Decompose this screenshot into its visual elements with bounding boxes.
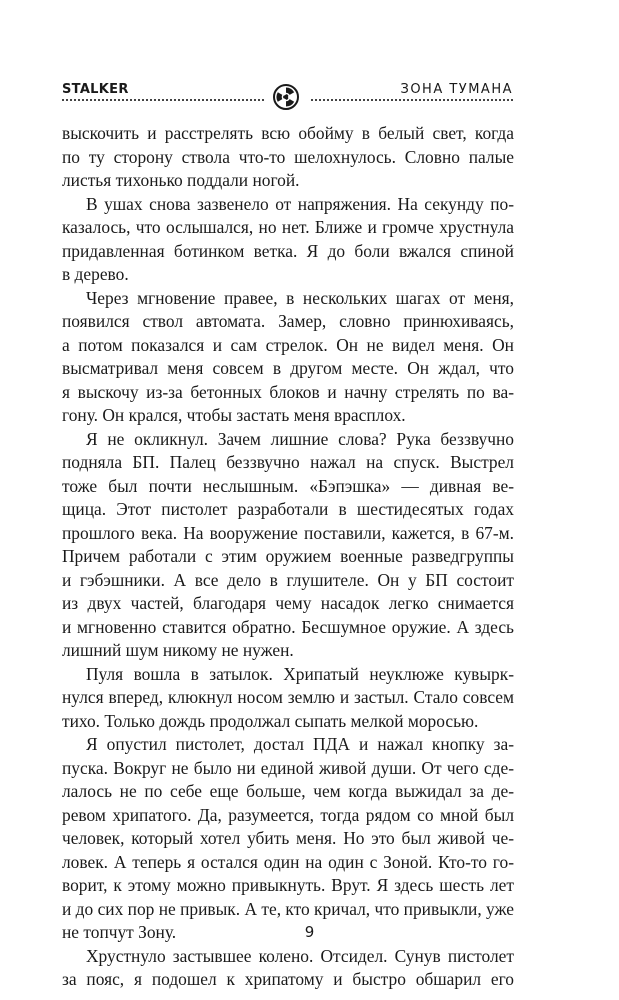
text-line: подняла БП. Палец беззвучно нажал на спуск. Выстрел (62, 452, 514, 472)
header-dotted-rule-right (311, 99, 513, 101)
text-line: из двух частей, благодаря чему насадок легко снимается (62, 593, 514, 613)
text-line: по ту сторону ствола что-то шелохнулось. Словно палые (62, 146, 514, 167)
text-line: тоже был почти неслышным. «Бэпэшка» — дивная ве- (62, 475, 514, 496)
text-line: Пуля вошла в затылок. Хрипатый неуклюже кувырк- (86, 663, 514, 684)
text-line: Я опустил пистолет, достал ПДА и нажал кнопку за- (86, 734, 514, 754)
text-line: лалось не по себе еще больше, чем когда выжидал за де- (62, 781, 514, 801)
page-number: 9 (304, 923, 315, 941)
text-line: гону. Он крался, чтобы застать меня врасплох. (62, 405, 406, 425)
text-line: лишний шум никому не нужен. (62, 640, 294, 660)
series-title: STALKER (62, 82, 129, 97)
text-line: тихо. Только дождь продолжал сыпать мелкой моросью. (62, 710, 479, 731)
text-line: щица. Этот пистолет разработали в шестидесятых годах (62, 499, 514, 519)
text-line: ворит, к этому можно привыкнуть. Врут. Я здесь шесть лет (62, 875, 514, 895)
header-dotted-rule-left (62, 99, 264, 101)
text-line: и до сих пор не привык. А те, кто кричал, что привыкли, уже (62, 898, 514, 919)
text-line: пуска. Вокруг не было ни единой живой души. От чего сде- (62, 757, 514, 778)
paragraph (62, 193, 514, 287)
text-line: придавленная ботинком ветка. Я до боли вжался спиной (62, 240, 514, 261)
running-header (62, 80, 513, 112)
text-line: в дерево. (62, 264, 129, 284)
text-line: Причем работали с этим оружием военные разведгруппы (62, 546, 514, 566)
paragraph (62, 287, 514, 428)
text-line: В ушах снова зазвенело от напряжения. На секунду по- (86, 193, 514, 214)
text-line: Хрустнуло застывшее колено. Отсидел. Сунув пистолет (86, 945, 514, 966)
paragraph (62, 733, 514, 945)
paragraph (62, 122, 514, 193)
text-line: нулся вперед, клюкнул носом землю и застыл. Стало совсем (62, 687, 514, 707)
text-line: прошлого века. На вооружение поставили, кажется, в 67-м. (62, 522, 514, 543)
text-line: ловек. А теперь я остался один на один с Зоной. Кто-то го- (62, 851, 514, 872)
text-line: ревом хрипатого. Да, разумеется, тогда рядом со мной был (62, 804, 514, 825)
text-line: а потом показался и сам стрелок. Он не видел меня. Он (62, 334, 514, 355)
paragraph (62, 428, 514, 663)
text-line: листья тихонько поддали ногой. (62, 170, 300, 190)
text-line: и мгновенно ставится обратно. Бесшумное оружие. А здесь (62, 616, 514, 637)
text-line: человек, который хотел убить меня. Но это был живой че- (62, 828, 514, 848)
book-title: ЗОНА ТУМАНА (400, 82, 513, 97)
radiation-hazard-icon (273, 84, 299, 110)
text-line: Я не окликнул. Зачем лишние слова? Рука беззвучно (86, 428, 514, 449)
text-line: казалось, что ослышался, но нет. Ближе и громче хрустнула (62, 217, 514, 237)
text-line: появился ствол автомата. Замер, словно принюхиваясь, (62, 311, 514, 331)
text-line: я выскочу из-за бетонных блоков и начну стрелять по ва- (62, 381, 514, 402)
text-line: и гэбэшники. А все дело в глушителе. Он у БП состоит (62, 569, 514, 590)
text-line: Через мгновение правее, в нескольких шагах от меня, (86, 287, 514, 308)
paragraph (62, 945, 514, 992)
text-line: за пояс, я подошел к хрипатому и быстро обшарил его (62, 969, 514, 989)
text-line: не топчут Зону. (62, 922, 177, 942)
body-text (62, 122, 514, 992)
text-line: высматривал меня совсем в другом месте. Он ждал, что (62, 358, 514, 378)
paragraph (62, 663, 514, 734)
text-line: выскочить и расстрелять всю обойму в белый свет, когда (62, 123, 514, 143)
